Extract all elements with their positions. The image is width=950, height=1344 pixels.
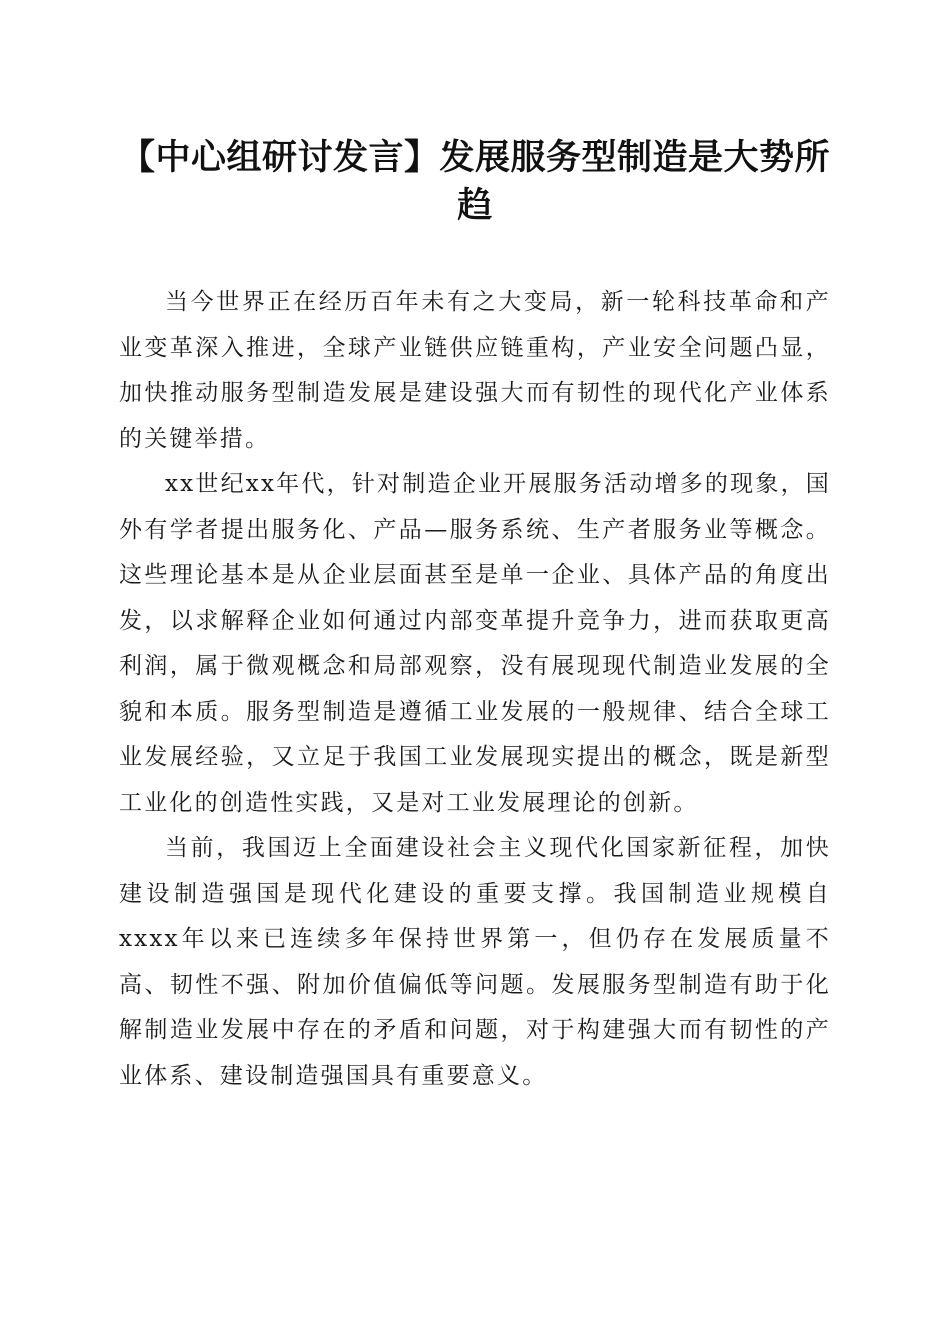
document-title: 【中心组研讨发言】发展服务型制造是大势所趋 xyxy=(119,137,830,226)
paragraph: 当今世界正在经历百年未有之大变局，新一轮科技革命和产业变革深入推进，全球产业链供应链重构，产业安全问题凸显，加快推动服务型制造发展是建设强大而有韧性的现代化产业体系的关键举措。 xyxy=(119,289,831,452)
paragraph: 当前，我国迈上全面建设社会主义现代化国家新征程，加快建设制造强国是现代化建设的重要支撑。我国制造业规模自xxxx年以来已连续多年保持世界第一，但仍存在发展质量不高、韧性不强、附加价值偏低等问题。发展服务型制造有助于化解制造业发展中存在的矛盾和问题，对于构建强大而有韧性的产业体系、建设制造强国具有重要意义。 xyxy=(119,835,831,1089)
document-body xyxy=(119,280,831,1099)
paragraph: xx世纪xx年代，针对制造企业开展服务活动增多的现象，国外有学者提出服务化、产品—服务系统、生产者服务业等概念。这些理论基本是从企业层面甚至是单一企业、具体产品的角度出发，以求解释企业如何通过内部变革提升竞争力，进而获取更高利润，属于微观概念和局部观察，没有展现现代制造业发展的全貌和本质。服务型制造是遵循工业发展的一般规律、结合全球工业发展经验，又立足于我国工业发展现实提出的概念，既是新型工业化的创造性实践，又是对工业发展理论的创新。 xyxy=(119,471,831,816)
